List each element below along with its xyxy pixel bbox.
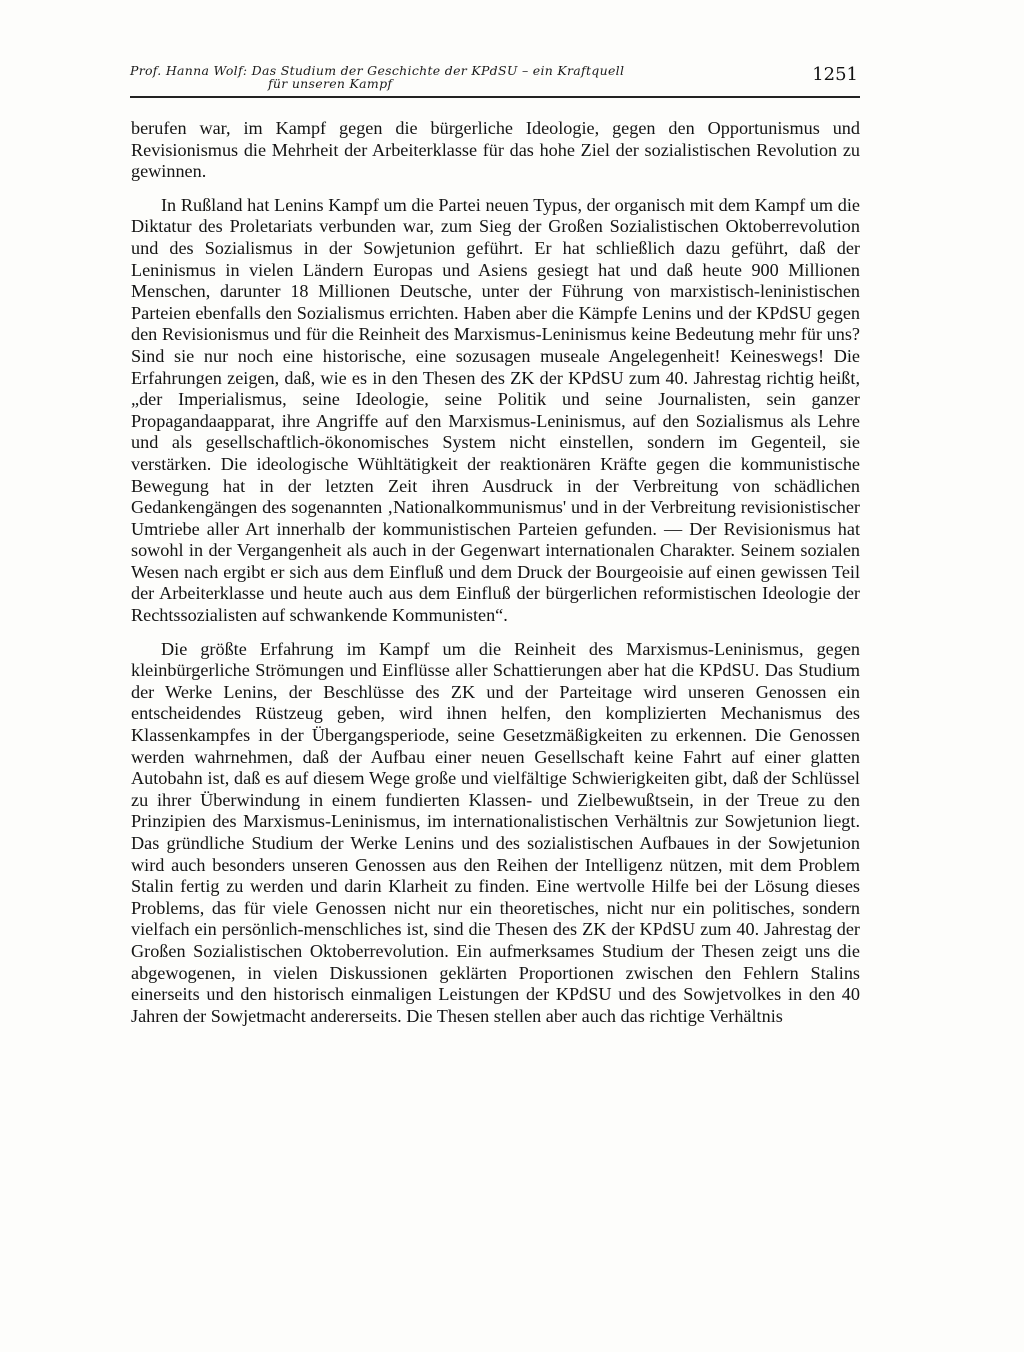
paragraph-continuation: berufen war, im Kampf gegen die bürgerliche Ideologie, gegen den Opportunismus und Revisionismus die Mehrheit der Arbeiterklasse für das hohe Ziel der sozialistischen Revolution zu gewinnen. <box>131 118 860 182</box>
header-title <box>130 64 770 90</box>
paragraph: Die größte Erfahrung im Kampf um die Reinheit des Marxismus-Leninismus, gegen kleinbürgerliche Strömungen und Einflüsse aller Schattierungen aber hat die KPdSU. Das Studium der Werke Lenins, der Beschlüsse des ZK und der Parteitage wird unseren Genossen ein entscheidendes Rüstzeug geben, wird ihnen helfen, den komplizierten Mechanismus des Klassenkampfes in der Übergangsperiode, seine Gesetzmäßigkeiten zu erkennen. Die Genossen werden wahrnehmen, daß der Aufbau einer neuen Gesellschaft keine Fahrt auf einer glatten Autobahn ist, daß es auf diesem Wege große und vielfältige Schwierigkeiten gibt, daß der Schlüssel zu ihrer Überwindung in einem fundierten Klassen- und Zielbewußtsein, in der Treue zu den Prinzipien des Marxismus-Leninismus, im internationalistischen Verhältnis zur Sowjetunion liegt. Das gründliche Studium der Werke Lenins und des sozialistischen Aufbaues in der Sowjetunion wird auch besonders unseren Genossen aus den Reihen der Intelligenz nützen, mit dem Problem Stalin fertig zu werden und darin Klarheit zu finden. Eine wertvolle Hilfe bei der Lösung dieses Problems, das für viele Genossen nicht nur ein theoretisches, nicht nur ein politisches, sondern vielfach ein persönlich-menschliches ist, sind die Thesen des ZK der KPdSU zum 40. Jahrestag der Großen Sozialistischen Oktoberrevolution. Ein aufmerksames Studium der Thesen zeigt uns die abgewogenen, in vielen Diskussionen geklärten Proportionen zwischen den Fehlern Stalins einerseits und den historisch einmaligen Leistungen der KPdSU und des Sowjetvolkes in den 40 Jahren der Sowjetmacht andererseits. Die Thesen stellen aber auch das richtige Verhältnis <box>131 638 860 1026</box>
paragraph: In Rußland hat Lenins Kampf um die Partei neuen Typus, der organisch mit dem Kampf um die Diktatur des Proletariats verbunden war, zum Sieg der Großen Sozialistischen Oktoberrevolution und des Sozialismus in der Sowjetunion geführt. Er hat schließlich dazu geführt, daß der Leninismus in vielen Ländern Europas und Asiens gesiegt hat und daß heute 900 Millionen Menschen, darunter 18 Millionen Deutsche, unter der Führung von marxistisch-leninistischen Parteien ebenfalls den Sozialismus errichten. Haben aber die Kämpfe Lenins und der KPdSU gegen den Revisionismus und für die Reinheit des Marxismus-Leninismus keine Bedeutung mehr für uns? Sind sie nur noch eine historische, eine sozusagen museale Angelegenheit! Keineswegs! Die Erfahrungen zeigen, daß, wie es in den Thesen des ZK der KPdSU zum 40. Jahrestag richtig heißt, „der Imperialismus, seine Ideologie, seine Politik und seine Journalisten, sein ganzer Propagandaapparat, ihre Angriffe auf den Marxismus-Leninismus, auf den Sozialismus als Lehre und als gesellschaftlich-ökonomisches System nicht einstellen, sondern im Gegenteil, sie verstärken. Die ideologische Wühltätigkeit der reaktionären Kräfte gegen die kommunistische Bewegung hat in der letzten Zeit ihren Ausdruck in der Verbreitung von schädlichen Gedankengängen des sogenannten ‚Nationalkommunismus' und in der Verbreitung revisionistischer Umtriebe aller Art innerhalb der kommunistischen Parteien gefunden. — Der Revisionismus hat sowohl in der Vergangenheit als auch in der Gegenwart internationalen Charakter. Seinem sozialen Wesen nach ergibt er sich aus dem Einfluß und dem Druck der Bourgeoisie auf einen gewissen Teil der Arbeiterklasse und heute auch aus dem Einfluß der bürgerlichen reformistischen Ideologie der Rechtssozialisten auf schwankende Kommunisten“. <box>131 194 860 626</box>
header-title-line-1: Prof. Hanna Wolf: Das Studium der Geschichte der KPdSU – ein Kraftquell <box>130 63 625 78</box>
body-text <box>131 118 860 1027</box>
header-title-line-2: für unseren Kampf <box>268 76 393 91</box>
running-header <box>130 62 860 98</box>
page-number: 1251 <box>812 64 858 85</box>
